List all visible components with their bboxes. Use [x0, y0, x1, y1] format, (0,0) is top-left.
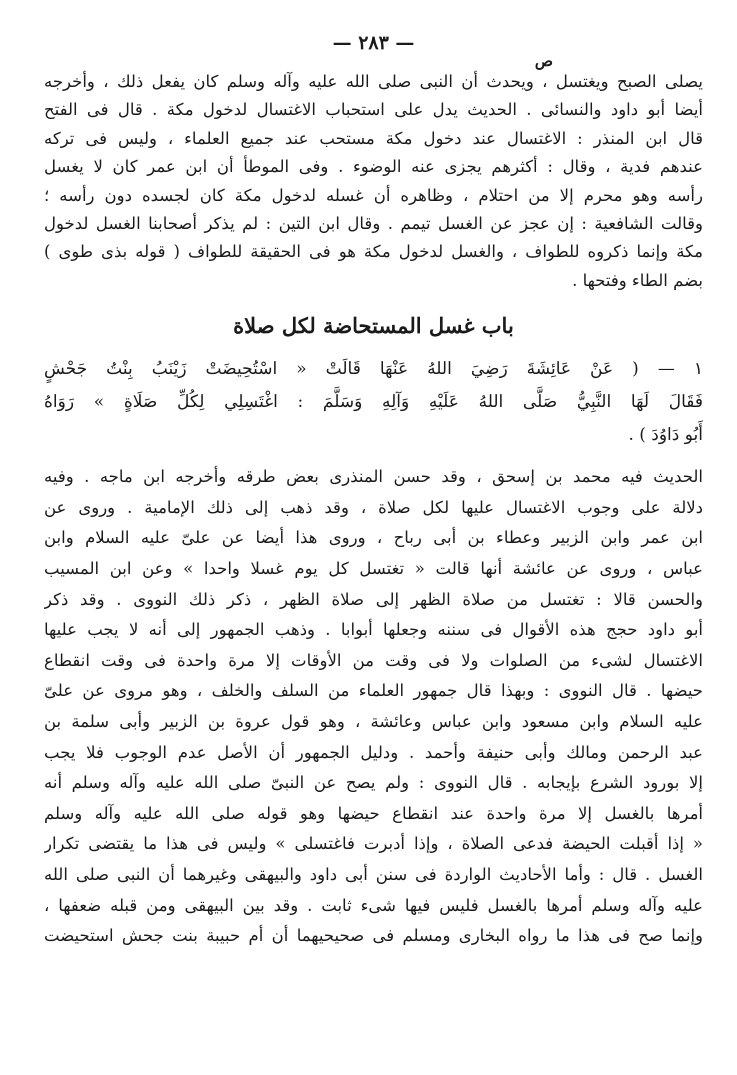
text-line: حيضها . قال النووى : وبهذا قال جمهور العلماء من السلف والخلف ، وهو مروى عن علىّ [44, 681, 703, 701]
text-line: الغسل . قال : وأما الأحاديث الواردة فى سنن أبى داود والبيهقى وغيرهما أن النبى صلى الله [44, 864, 703, 884]
text-line: مكة وإنما ذكروه للطواف ، والغسل لدخول مكة هو فى الحقيقة للطواف ( قوله بذى طوى ) [44, 242, 703, 262]
text-line: ابن عمر وابن الزبير وعطاء بن أبى رباح ، وروى هذا أيضا عن علىّ عليه السلام وابن [44, 528, 703, 548]
text-line: أيضا أبو داود والنسائى . الحديث يدل على استحباب الاغتسال لدخول مكة . قال فى الفتح [44, 100, 703, 120]
text-line: عبد الرحمن ومالك وأبى حنيفة وأحمد . ودليل الجمهور أن الأصل عدم الوجوب فلا يجب [44, 742, 703, 762]
text-line: دلالة على وجوب الاغتسال عليها لكل صلاة ، وقد ذهب إلى ذلك الإمامية . وروى عن [44, 497, 703, 517]
text-line: وإنما صح فى هذا ما رواه البخارى ومسلم فى صحيحيهما أن أم حبيبة بنت جحش استحيضت [44, 926, 703, 946]
top-paragraph [44, 68, 703, 295]
text-line: يصلى الصبح ويغتسل ، ويحدث أن النبى صلى الله عليه وآله وسلم كان يفعل ذلك ، وأخرجه [44, 72, 703, 91]
header-mark: ص [534, 52, 553, 70]
text-line: بضم الطاء وفتحها . [572, 270, 703, 290]
text-line: والحسن قالا : تغتسل من صلاة الظهر إلى صلاة الظهر ، ذكر ذلك النووى . وقد ذكر [44, 589, 703, 609]
section-title: باب غسل المستحاضة لكل صلاة [233, 313, 514, 339]
hadith-line: فَقَالَ لَهَا النَّبِيُّ صَلَّى اللهُ عَلَيْهِ وَآلِهِ وَسَلَّمَ : اغْتَسِلِي لِكُلِّ صَلَاةٍ » رَوَاهُ [44, 392, 703, 413]
hadith-line: أَبُو دَاوُدَ ) . [628, 425, 703, 446]
text-line: الاغتسال لشىء من الصلوات ولا فى وقت من الأوقات إلا مرة واحدة فى وقت انقطاع [44, 650, 703, 670]
text-line: « إذا أقبلت الحيضة فدعى الصلاة ، وإذا أدبرت فاغتسلى » وليس فى هذا ما يقتضى تكرار [44, 834, 703, 854]
text-line: عليه السلام وابن مسعود وابن عباس وعائشة ، وهو قول عروة بن الزبير وأبى سلمة بن [44, 712, 703, 731]
text-line: قال ابن المنذر : الاغتسال عند دخول مكة مستحب عند جميع العلماء ، وليس فى تركه [44, 128, 703, 148]
text-line: إلا بورود الشرع بإيجابه . قال النووى : ولم يصح عن النبىّ صلى الله عليه وآله وسلم أنه [44, 773, 703, 793]
text-line: عندهم فدية ، وقال : أكثرهم يجزى عنه الوضوء . وفى الموطأ أن ابن عمر كان لا يغسل [44, 157, 703, 177]
page-number-header [44, 28, 703, 70]
page-number: — ٢٨٣ — [332, 32, 415, 54]
text-line: رأسه وهو محرم إلا من احتلام ، وظاهره أن غسله لدخول مكة كان لجسده دون رأسه ؛ [44, 185, 703, 205]
text-line: الحديث فيه محمد بن إسحق ، وقد حسن المنذرى بعض طرقه وأخرجه ابن ماجه . وفيه [44, 467, 703, 487]
text-line: وقالت الشافعية : إن عجز عن الغسل تيمم . وقال ابن التين : لم يذكر أصحابنا الغسل لدخول [44, 214, 703, 234]
text-line: أمرها بالغسل إلا مرة واحدة عند انقطاع حيضها وهو قوله صلى الله عليه وآله وسلم [44, 803, 703, 823]
text-line: عباس ، وروى عن عائشة أنها قالت « تغتسل كل يوم غسلا واحدا » وعن ابن المسيب [44, 559, 703, 579]
text-line: عليه وآله وسلم أمرها بالغسل فليس فيها شىء ثابت . وقد بين البيهقى ومن قبله ضعفها ، [44, 895, 703, 915]
text-line: أبو داود حجج هذه الأقوال فى سننه وجعلها أبوابا . وذهب الجمهور إلى أنه لا يجب عليها [44, 620, 703, 640]
hadith-line: ١ — ( عَنْ عَائِشَةَ رَضِيَ اللهُ عَنْهَا قَالَتْ « اسْتُحِيضَتْ زَيْنَبُ بِنْتُ جَحْشٍ [44, 359, 703, 380]
hadith-text [44, 353, 703, 452]
commentary-paragraph [44, 462, 703, 952]
